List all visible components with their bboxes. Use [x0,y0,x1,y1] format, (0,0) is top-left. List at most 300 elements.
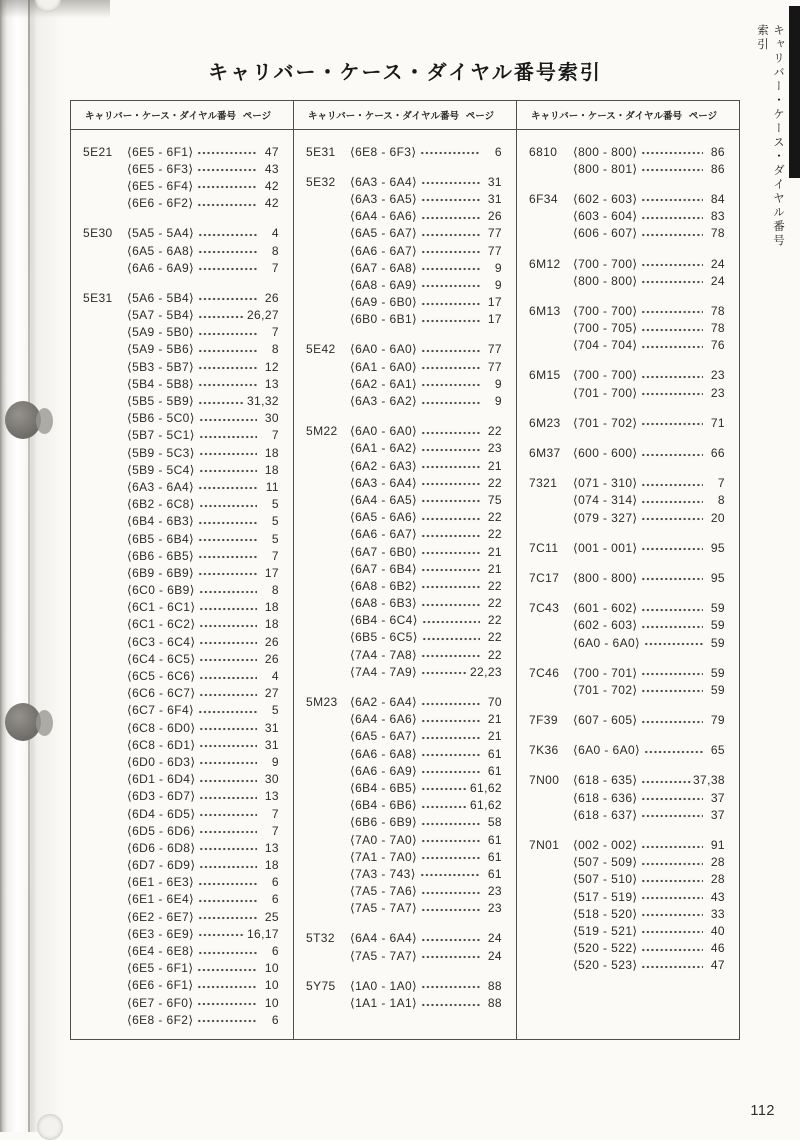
case-dial-range: ⟨6A6 - 6A9⟩ [127,260,195,275]
case-dial-range: ⟨6A8 - 6B3⟩ [350,596,418,611]
page-ref: 76 [710,338,725,353]
page-ref: 18 [264,445,279,460]
index-row [529,742,725,759]
case-dial-range: ⟨5A9 - 5B0⟩ [127,325,195,340]
case-dial-range: ⟨6A0 - 6A0⟩ [350,342,418,357]
index-group-6F34 [529,190,725,242]
index-row [529,444,725,461]
page-ref: 31 [487,174,502,189]
dot-leader [198,535,257,545]
dot-leader [422,634,480,644]
page-ref: 28 [710,872,725,887]
dot-leader [420,148,480,158]
dot-leader [198,363,257,373]
dot-leader [421,462,480,472]
case-dial-range: ⟨507 - 510⟩ [573,872,638,887]
page-ref: 23 [487,901,502,916]
index-group-7K36 [529,742,725,759]
page-ref: 6 [271,1012,279,1027]
case-dial-range: ⟨5A5 - 5A4⟩ [127,226,195,241]
case-dial-range: ⟨603 - 604⟩ [573,209,638,224]
page-ref: 23 [487,884,502,899]
case-dial-range: ⟨6A0 - 6A0⟩ [350,424,418,439]
page-ref: 17 [487,295,502,310]
page-ref: 78 [710,303,725,318]
index-row [529,492,725,509]
page-header-label: ページ [688,111,717,122]
dot-leader [641,307,703,317]
page-ref: 75 [487,492,502,507]
case-dial-range: ⟨606 - 607⟩ [573,226,638,241]
index-row [306,779,502,796]
index-row [529,854,725,871]
case-dial-range: ⟨7A1 - 7A0⟩ [350,849,418,864]
dot-leader [421,1000,480,1010]
case-dial-range: ⟨6A4 - 6A4⟩ [350,931,418,946]
dot-leader [421,380,480,390]
index-row [306,457,502,474]
dot-leader [641,260,703,270]
dot-leader [641,842,703,852]
page-ref: 22 [487,510,502,525]
page-ref: 83 [710,209,725,224]
page-ref: 6 [271,892,279,907]
page-ref: 61,62 [469,798,502,813]
dot-leader [421,600,480,610]
index-row [83,702,279,719]
index-row [306,474,502,491]
page-ref: 21 [487,729,502,744]
index-group-6M12 [529,255,725,289]
index-row [306,595,502,612]
index-group-7N01 [529,836,725,974]
index-row [83,1011,279,1028]
case-dial-range: ⟨517 - 519⟩ [573,889,638,904]
page-ref: 37,38 [692,773,725,788]
page-ref: 17 [264,565,279,580]
binder-hole-shadow [36,408,53,434]
case-dial-range: ⟨7A5 - 7A6⟩ [350,884,418,899]
index-row [306,358,502,375]
dot-leader [421,716,480,726]
index-group-7C11 [529,539,725,556]
page-ref: 22 [487,613,502,628]
index-group-7321 [529,475,725,527]
dot-leader [199,862,257,872]
dot-leader [421,582,480,592]
case-dial-range: ⟨6A3 - 6A2⟩ [350,394,418,409]
dot-leader [641,342,703,352]
case-dial-range: ⟨520 - 523⟩ [573,958,638,973]
index-row [306,831,502,848]
dot-leader [641,622,703,632]
index-row [306,225,502,242]
caliber-code: 5E21 [83,144,113,159]
index-row [529,634,725,651]
dot-leader [421,750,480,760]
case-dial-range: ⟨6E2 - 6E7⟩ [127,909,195,924]
page-ref: 4 [271,669,279,684]
page-ref: 22 [487,578,502,593]
case-dial-range: ⟨6B4 - 6C4⟩ [350,613,418,628]
caliber-code: 5E31 [306,144,336,159]
index-row [83,225,279,242]
page-ref: 22 [487,596,502,611]
index-row [306,491,502,508]
side-tab-title: キャリバー・ケース・ダイヤル番号索引 [756,24,784,248]
page-ref: 31 [487,191,502,206]
dot-leader [641,165,703,175]
case-dial-range: ⟨6A4 - 6A5⟩ [350,492,418,507]
index-row [83,719,279,736]
dot-leader [421,905,480,915]
case-dial-range: ⟨518 - 520⟩ [573,906,638,921]
case-dial-range: ⟨6A9 - 6B0⟩ [350,295,418,310]
index-row [83,891,279,908]
dot-leader [199,844,257,854]
caliber-code: 5Y75 [306,978,336,993]
case-dial-range: ⟨6B5 - 6B4⟩ [127,531,195,546]
dot-leader [641,148,703,158]
dot-leader [199,449,257,459]
dot-leader [420,870,480,880]
page-header-label: ページ [242,111,271,122]
index-row [83,771,279,788]
dot-leader [421,496,480,506]
dot-leader [199,758,257,768]
page-ref: 86 [710,161,725,176]
dot-leader [421,853,480,863]
dot-leader [198,329,257,339]
index-row [83,513,279,530]
dot-leader [421,531,480,541]
index-row [529,806,725,823]
page-ref: 10 [264,961,279,976]
page-ref: 22 [487,647,502,662]
dot-leader [198,380,257,390]
caliber-code: 5M23 [306,695,338,710]
page-ref: 58 [487,815,502,830]
case-dial-range: ⟨6B4 - 6B3⟩ [127,514,195,529]
dot-leader [199,432,257,442]
dot-leader [199,501,257,511]
dot-leader [421,213,480,223]
page-ref: 26 [264,634,279,649]
case-dial-range: ⟨800 - 800⟩ [573,273,638,288]
page-ref: 5 [271,514,279,529]
dot-leader [198,346,257,356]
index-row [83,392,279,409]
page-ref: 7 [271,806,279,821]
page-ref: 23 [710,368,725,383]
dot-leader [421,802,468,812]
case-dial-range: ⟨6D0 - 6D3⟩ [127,754,196,769]
case-dial-range: ⟨701 - 700⟩ [573,385,638,400]
index-row [529,225,725,242]
case-dial-range: ⟨520 - 522⟩ [573,941,638,956]
case-dial-range: ⟨607 - 605⟩ [573,713,638,728]
case-dial-range: ⟨5B5 - 5B9⟩ [127,394,195,409]
case-dial-range: ⟨6B6 - 6B5⟩ [127,548,195,563]
dot-leader [641,325,703,335]
page-ref: 13 [264,376,279,391]
index-row [306,745,502,762]
dot-leader [641,945,703,955]
dot-leader [197,999,257,1009]
column-body [294,130,516,1039]
page-ref: 7 [271,548,279,563]
case-dial-range: ⟨6A5 - 6A7⟩ [350,729,418,744]
page-ref: 37 [710,807,725,822]
column-header [517,101,739,130]
case-dial-range: ⟨6B0 - 6B1⟩ [350,312,418,327]
dot-leader [198,930,245,940]
binder-hole-bottom [37,1114,63,1140]
caliber-code: 5E30 [83,226,113,241]
case-dial-range: ⟨6C7 - 6F4⟩ [127,703,195,718]
index-row [83,358,279,375]
case-dial-range: ⟨6E6 - 6F1⟩ [127,978,194,993]
index-row [83,177,279,194]
case-dial-range: ⟨507 - 509⟩ [573,855,638,870]
index-row [529,871,725,888]
page-ref: 25 [264,909,279,924]
page-ref: 78 [710,226,725,241]
case-dial-range: ⟨6A3 - 6A4⟩ [127,479,195,494]
case-dial-range: ⟨6A3 - 6A4⟩ [350,174,418,189]
index-row [306,797,502,814]
page-ref: 5 [271,703,279,718]
index-row [529,836,725,853]
dot-leader [421,428,480,438]
case-dial-range: ⟨704 - 704⟩ [573,338,638,353]
number-header-label: キャリバー・ケース・ダイヤル番号 [308,111,459,122]
index-row [306,947,502,964]
case-dial-range: ⟨601 - 602⟩ [573,601,638,616]
dot-leader [641,480,703,490]
page-ref: 9 [271,754,279,769]
page-ref: 4 [271,226,279,241]
index-group-5T32 [306,930,502,964]
index-row [306,276,502,293]
case-dial-range: ⟨6C6 - 6C7⟩ [127,686,196,701]
case-dial-range: ⟨5B9 - 5C4⟩ [127,462,195,477]
case-dial-range: ⟨519 - 521⟩ [573,923,638,938]
index-row [83,582,279,599]
case-dial-range: ⟨6C1 - 6C2⟩ [127,617,196,632]
section-tab-marker [789,6,800,178]
dot-leader [421,935,480,945]
index-row [83,289,279,306]
index-row [83,242,279,259]
index-row [306,143,502,160]
page-ref: 8 [271,342,279,357]
index-row [83,960,279,977]
index-row [529,600,725,617]
case-dial-range: ⟨700 - 700⟩ [573,368,638,383]
index-row [529,617,725,634]
index-group-6810 [529,143,725,177]
dot-leader [421,565,480,575]
page-ref: 59 [710,618,725,633]
dot-leader [199,810,257,820]
index-group-5E21 [83,143,279,212]
dot-leader [199,690,257,700]
dot-leader [197,165,257,175]
index-row [306,848,502,865]
page-ref: 9 [494,376,502,391]
page-ref: 22 [487,527,502,542]
binder-hole-shadow [36,710,53,736]
index-row [83,478,279,495]
case-dial-range: ⟨5A6 - 5B4⟩ [127,290,195,305]
dot-leader [421,888,480,898]
case-dial-range: ⟨6A6 - 6A7⟩ [350,527,418,542]
index-row [529,190,725,207]
caliber-code: 5E32 [306,174,336,189]
page-ref: 86 [710,144,725,159]
case-dial-range: ⟨6A7 - 6B4⟩ [350,561,418,576]
dot-leader [421,247,480,257]
index-row [306,311,502,328]
case-dial-range: ⟨602 - 603⟩ [573,191,638,206]
case-dial-range: ⟨700 - 701⟩ [573,665,638,680]
case-dial-range: ⟨6A5 - 6A8⟩ [127,243,195,258]
page-ref: 24 [710,273,725,288]
index-row [306,208,502,225]
case-dial-range: ⟨7A5 - 7A7⟩ [350,901,418,916]
index-row [83,685,279,702]
page-ref: 31,32 [246,394,279,409]
dot-leader [197,200,257,210]
case-dial-range: ⟨7A3 - 743⟩ [350,866,416,881]
page-ref: 79 [710,713,725,728]
caliber-code: 6M12 [529,256,561,271]
index-row [529,143,725,160]
page-ref: 7 [271,325,279,340]
case-dial-range: ⟨6E1 - 6E3⟩ [127,875,195,890]
index-group-5M22 [306,423,502,681]
dot-leader [421,479,480,489]
page-ref: 5 [271,531,279,546]
case-dial-range: ⟨6A6 - 6A9⟩ [350,763,418,778]
case-dial-range: ⟨6D5 - 6D6⟩ [127,823,196,838]
index-row [529,255,725,272]
dot-leader [199,621,257,631]
page-ref: 24 [487,931,502,946]
dot-leader [641,605,703,615]
case-dial-range: ⟨6C1 - 6C1⟩ [127,600,196,615]
page-ref: 24 [710,256,725,271]
caliber-code: 7C46 [529,665,560,680]
dot-leader [641,962,703,972]
dot-leader [421,299,480,309]
dot-leader [197,182,257,192]
dot-leader [421,699,480,709]
index-row [306,423,502,440]
case-dial-range: ⟨1A1 - 1A1⟩ [350,996,418,1011]
dot-leader [198,294,257,304]
index-row [306,865,502,882]
dot-leader [641,893,703,903]
index-row [529,475,725,492]
page-ref: 47 [264,144,279,159]
case-dial-range: ⟨6C3 - 6C4⟩ [127,634,196,649]
page-ref: 95 [710,570,725,585]
index-row [83,857,279,874]
index-row [529,539,725,556]
dot-leader [641,230,703,240]
page-spine-line [28,0,30,1132]
caliber-code: 7N01 [529,838,560,853]
page-ref: 22 [487,424,502,439]
page-ref: 8 [271,243,279,258]
page-ref: 26,27 [246,308,279,323]
index-row [306,930,502,947]
dot-leader [644,747,703,757]
index-row [306,577,502,594]
page-ref: 13 [264,840,279,855]
index-row [83,805,279,822]
case-dial-range: ⟨6D7 - 6D9⟩ [127,858,196,873]
case-dial-range: ⟨6B5 - 6C5⟩ [350,630,418,645]
index-row [83,667,279,684]
case-dial-range: ⟨6E5 - 6F4⟩ [127,178,194,193]
case-dial-range: ⟨6A3 - 6A4⟩ [350,475,418,490]
index-row [306,526,502,543]
dot-leader [421,346,480,356]
case-dial-range: ⟨6C8 - 6D1⟩ [127,737,196,752]
dot-leader [641,669,703,679]
dot-leader [641,686,703,696]
dot-leader [198,569,257,579]
page-ref: 46 [710,941,725,956]
index-row [306,375,502,392]
dot-leader [198,312,245,322]
dot-leader [199,587,257,597]
dot-leader [421,836,480,846]
column-body [71,130,293,1039]
case-dial-range: ⟨6E8 - 6F2⟩ [127,1012,194,1027]
page-ref: 43 [710,889,725,904]
dot-leader [421,363,480,373]
index-row [529,905,725,922]
dot-leader [421,767,480,777]
dot-leader [198,879,257,889]
caliber-code: 7N00 [529,773,560,788]
index-row [83,616,279,633]
case-dial-range: ⟨074 - 314⟩ [573,493,638,508]
dot-leader [198,483,257,493]
index-row [83,822,279,839]
page-left-edge [0,0,64,1132]
index-group-7C46 [529,664,725,698]
index-group-6M23 [529,414,725,431]
case-dial-range: ⟨618 - 635⟩ [573,773,638,788]
page-ref: 59 [710,601,725,616]
page-ref: 13 [264,789,279,804]
index-row [83,496,279,513]
case-dial-range: ⟨6C5 - 6C6⟩ [127,669,196,684]
page-ref: 23 [710,385,725,400]
page-ref: 43 [264,161,279,176]
page-ref: 61 [487,849,502,864]
caliber-code: 6M23 [529,415,561,430]
case-dial-range: ⟨6A3 - 6A5⟩ [350,191,418,206]
page-ref: 26 [264,651,279,666]
index-row [83,788,279,805]
index-column-2 [294,101,517,1039]
